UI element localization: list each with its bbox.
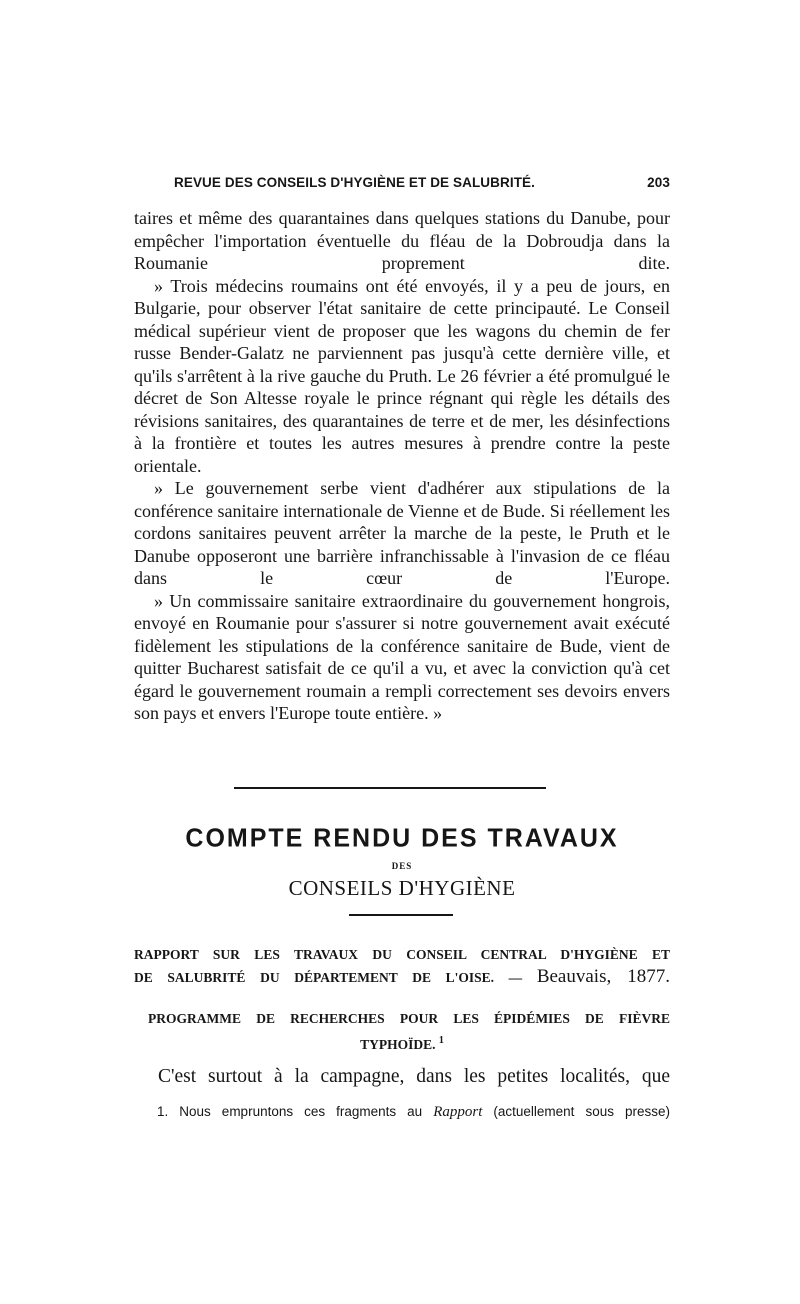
paragraph: » Un commissaire sanitaire extraordinaire du gouvernement hongrois, envoyé en Roumanie pour s'assurer si notre gouvernement avait exécuté fidèlement les stipulations de la conférence sanitaire de Bude, vient de quitter Bucharest satisfait de ce qu'il a vu, et avec la conviction qu'à cet égard le gouvernement roumain a rempli correctement ses devoirs envers son pays et envers l'Europe toute entière. » <box>134 590 670 723</box>
report-heading-text: DE SALUBRITÉ DU DÉPARTEMENT DE L'OISE. — <box>134 970 523 985</box>
section-connector: DES <box>391 861 413 871</box>
section-divider <box>234 787 546 789</box>
page-number: 203 <box>647 175 670 190</box>
paragraph: taires et même des quarantaines dans quelques stations du Danube, pour empêcher l'importation éventuelle du fléau de la Dobroudja dans la Roumanie proprement dite. <box>134 208 670 273</box>
report-heading-line: RAPPORT SUR LES TRAVAUX DU CONSEIL CENTRAL D'HYGIÈNE ET <box>134 947 670 962</box>
footnote <box>157 1102 670 1122</box>
paragraph: » Le gouvernement serbe vient d'adhérer aux stipulations de la conférence sanitaire internationale de Vienne et de Bude. Si réellement les cordons sanitaires peuvent arrêter la marche de la peste, le Pruth et le Danube opposeront une barrière infranchissable à l'invasion de ce fléau dans le cœur de l'Europe. <box>134 478 670 588</box>
programme-heading <box>134 1008 670 1056</box>
footnote-italic: Rapport <box>433 1104 483 1120</box>
footnote-text: Nous empruntons ces fragments au <box>179 1104 423 1119</box>
subtitle-rule <box>349 914 453 916</box>
report-heading <box>134 944 670 989</box>
section-title: COMPTE RENDU DES TRAVAUX <box>185 823 619 853</box>
body-text <box>134 207 670 725</box>
report-place-year: Beauvais, 1877. <box>536 966 670 987</box>
running-title: REVUE DES CONSEILS D'HYGIÈNE ET DE SALUBRITÉ. <box>174 175 536 190</box>
opening-line: C'est surtout à la campagne, dans les petites localités, que <box>158 1066 670 1087</box>
programme-heading-line: PROGRAMME DE RECHERCHES POUR LES ÉPIDÉMIES DE FIÈVRE <box>148 1011 670 1026</box>
programme-heading-line <box>134 1030 670 1056</box>
report-heading-line <box>134 966 670 989</box>
footnote-text: (actuellement sous presse) <box>493 1104 670 1119</box>
footnote-number: 1. <box>157 1104 169 1119</box>
footnote-marker: 1 <box>438 1035 444 1046</box>
section-subtitle: CONSEILS D'HYGIÈNE <box>288 876 516 900</box>
paragraph: » Trois médecins roumains ont été envoyés, il y a peu de jours, en Bulgarie, pour observer l'état sanitaire de cette principauté. Le Conseil médical supérieur vient de proposer que les wagons du chemin de fer russe Bender-Galatz ne parviennent pas jusqu'à cette dernière ville, et qu'ils s'arrêtent à la rive gauche du Pruth. Le 26 février a été promulgué le décret de Son Altesse royale le prince régnant qui règle les détails des révisions sanitaires, des quarantaines de terre et de mer, les désinfections à la frontière et toutes les autres mesures à prendre contre la peste orientale. <box>134 275 670 476</box>
programme-heading-text: TYPHOÏDE. <box>360 1037 436 1052</box>
